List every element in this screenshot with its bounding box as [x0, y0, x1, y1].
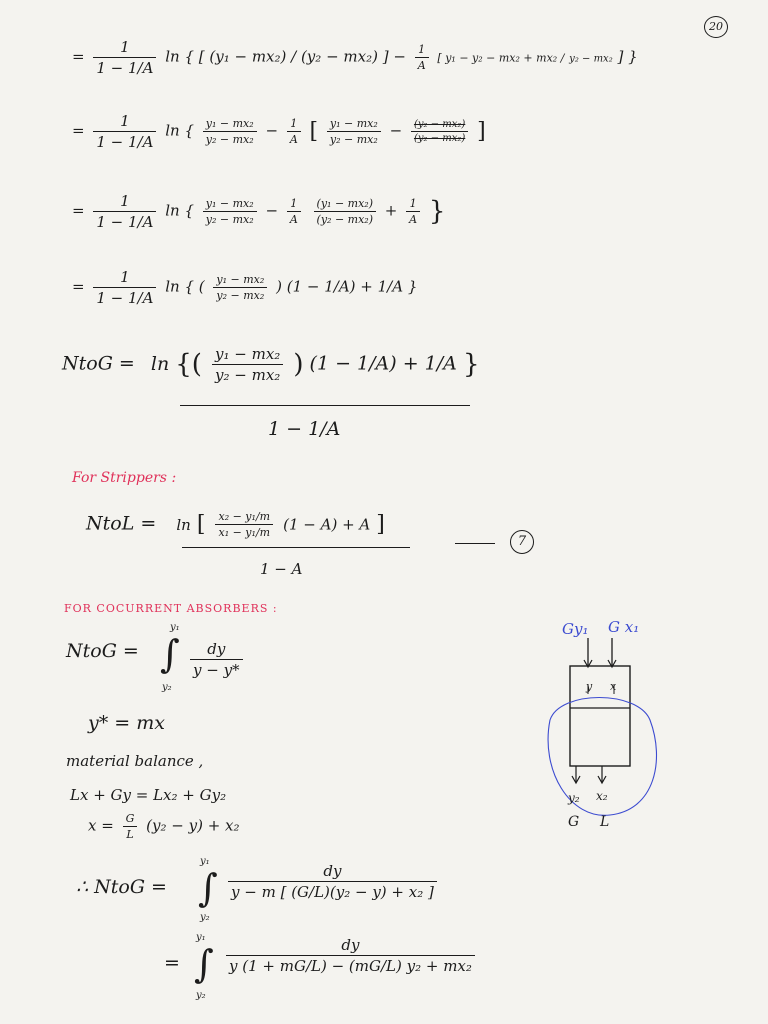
equation-line-1	[72, 38, 638, 77]
ntog-division-bar	[180, 405, 470, 406]
diagram-column-body	[570, 666, 630, 766]
cocurrent-ntog-label: NtoG =	[66, 640, 139, 662]
eq2-fraction-3-cancelled: $\frac{\text{(y₂ − mx₂)}}{\text{(y₂ − mx₂)}}$	[411, 119, 468, 144]
cocurrent-integrand	[186, 640, 247, 679]
eq4-lead: =	[72, 277, 85, 296]
ntog-open-brace: {(	[175, 349, 202, 380]
material-balance-equation: Lx + Gy = Lx₂ + Gy₂	[70, 786, 227, 804]
integral2-integrand	[224, 862, 441, 901]
eq1-prefactor: $\frac{1}{1 - 1/A}$	[93, 38, 156, 77]
eq1-tail-b: y₂ − mx₂	[569, 53, 613, 65]
eq3-minus: −	[265, 201, 279, 220]
eq2-fraction-2: $\frac{\text{y₁ − mx₂}}{\text{y₂ − mx₂}}$	[327, 117, 381, 146]
ntog-close-paren: )	[293, 349, 304, 380]
eq2-open-bracket: [	[309, 119, 319, 144]
diagram-gas-inlet-label: Gy₁	[562, 620, 589, 638]
eq3-close-brace: }	[428, 196, 446, 227]
eq2-prefactor: $\frac{1}{1 - 1/A}$	[93, 112, 156, 151]
material-balance-label: material balance ,	[66, 752, 204, 770]
cocurrent-integrand-fraction: $\frac{dy}{y - y*}$	[190, 640, 243, 679]
equation-line-4	[72, 268, 417, 307]
ntog-ln: ln	[150, 352, 170, 375]
integral3-sign: ∫	[194, 942, 214, 986]
diagram-outlet-x-label: x₂	[596, 789, 608, 803]
eq2-lead: =	[72, 121, 85, 140]
diagram-inner-y-label: y	[586, 680, 593, 693]
eq3-plus: +	[384, 201, 398, 220]
equation-line-2	[72, 112, 486, 151]
eq3-ln: ln {	[165, 201, 194, 220]
x-fraction: $\frac{G}{L}$	[123, 812, 138, 841]
eq2-close-bracket: ]	[477, 119, 486, 144]
ntol-close-bracket: ]	[376, 512, 385, 537]
ntol-line	[86, 510, 385, 539]
equation-number-dash	[455, 543, 495, 544]
eq1-tail-c: ] }	[617, 47, 638, 66]
ntol-open-bracket: [	[196, 512, 206, 537]
equation-line-3	[72, 192, 445, 231]
eq3-prefactor: $\frac{1}{1 - 1/A}$	[93, 192, 156, 231]
ntol-ln: ln	[176, 515, 191, 534]
eq4-prefactor: $\frac{1}{1 - 1/A}$	[93, 268, 156, 307]
integral2-lower-limit: y₂	[200, 912, 210, 923]
ntog-label: NtoG =	[62, 352, 135, 375]
diagram-inner-x-label: x	[610, 680, 617, 693]
cocurrent-column-diagram	[530, 610, 690, 840]
ntol-division-bar	[182, 547, 410, 548]
integral-upper-limit: y₁	[170, 622, 180, 633]
diagram-liquid-inlet-label: G x₁	[608, 618, 640, 636]
cocurrent-ntog-line	[66, 640, 139, 662]
ntol-label: NtoL =	[86, 512, 157, 535]
ntog-tail: (1 − 1/A) + 1/A	[309, 352, 457, 375]
eq3-end-fraction: $\frac{1}{A}$	[406, 197, 420, 226]
x-tail: (y₂ − y) + x₂	[146, 816, 240, 835]
integral3-fraction: $\frac{dy}{\text{y (1 + mG/L) − (mG/L) y₂ + mx₂}}$	[226, 936, 475, 975]
integral2-upper-limit: y₁	[200, 856, 210, 867]
diagram-outlet-y-label: y₂	[568, 791, 580, 805]
page-number: 20	[704, 16, 728, 38]
integral2-sign: ∫	[198, 866, 218, 910]
integral3-upper-limit: y₁	[196, 932, 206, 943]
integral3-lower-limit: y₂	[196, 990, 206, 1001]
ntol-tail: (1 − A) + A	[283, 515, 371, 534]
eq3-lead: =	[72, 201, 85, 220]
cocurrent-heading: FOR COCURRENT ABSORBERS :	[64, 602, 278, 615]
eq4-fraction-1: $\frac{\text{y₁ − mx₂}}{\text{y₂ − mx₂}}$	[213, 273, 267, 302]
ntol-denominator: 1 − A	[260, 560, 303, 578]
diagram-gas-flow-label: G	[568, 814, 580, 830]
x-expression	[88, 812, 240, 841]
eq1-tail-a: [ y₁ − y₂ − mx₂ + mx₂ /	[437, 51, 565, 65]
ntog-close-brace: }	[462, 349, 480, 380]
eq4-close-paren: )	[276, 277, 282, 296]
integral-sign: ∫	[160, 632, 180, 676]
eq1-lead: =	[72, 47, 85, 66]
eq2-minus: −	[265, 121, 279, 140]
equilibrium-relation: y* = mx	[88, 712, 165, 734]
integral3-eq-sign: =	[164, 952, 180, 974]
eq2-minus-2: −	[389, 121, 403, 140]
ntol-fraction: $\frac{\text{x₂ − y₁/m}}{\text{x₁ − y₁/m}}$	[215, 510, 273, 539]
eq4-ln: ln {	[165, 277, 194, 296]
eq1-body: ln { [ (y₁ − mx₂) / (y₂ − mx₂) ] −	[165, 47, 411, 66]
integral2-fraction: $\frac{dy}{\text{y − m [ (G/L)(y₂ − y) + x₂ ]}}$	[228, 862, 437, 901]
therefore-ntog: ∴ NtoG =	[76, 876, 167, 898]
ntog-denominator: 1 − 1/A	[268, 418, 341, 440]
integral-lower-limit: y₂	[162, 682, 172, 693]
ntog-fraction: $\frac{\text{y₁ − mx₂}}{\text{y₂ − mx₂}}$	[212, 345, 283, 384]
eq1-inverse: $\frac{1}{A}$	[415, 43, 429, 72]
eq3-inverse: $\frac{1}{A}$	[287, 197, 301, 226]
eq3-fraction-1: $\frac{\text{y₁ − mx₂}}{\text{y₂ − mx₂}}$	[203, 197, 257, 226]
eq3-fraction-2: $\frac{\text{(y₁ − mx₂)}}{\text{(y₂ − mx₂)}}$	[314, 197, 376, 226]
diagram-liquid-flow-label: L	[600, 814, 610, 830]
strippers-heading: For Strippers :	[72, 470, 177, 486]
eq2-fraction-1: $\frac{\text{y₁ − mx₂}}{\text{y₂ − mx₂}}$	[203, 117, 257, 146]
eq4-tail: (1 − 1/A) + 1/A }	[286, 277, 418, 296]
x-lead: x =	[88, 816, 114, 835]
equation-number-7: 7	[510, 530, 534, 554]
ntog-result-line	[62, 345, 479, 384]
integral3-integrand	[222, 936, 479, 975]
eq2-ln: ln {	[165, 121, 194, 140]
eq2-inverse: $\frac{1}{A}$	[287, 117, 301, 146]
eq4-open-paren: (	[198, 277, 205, 296]
